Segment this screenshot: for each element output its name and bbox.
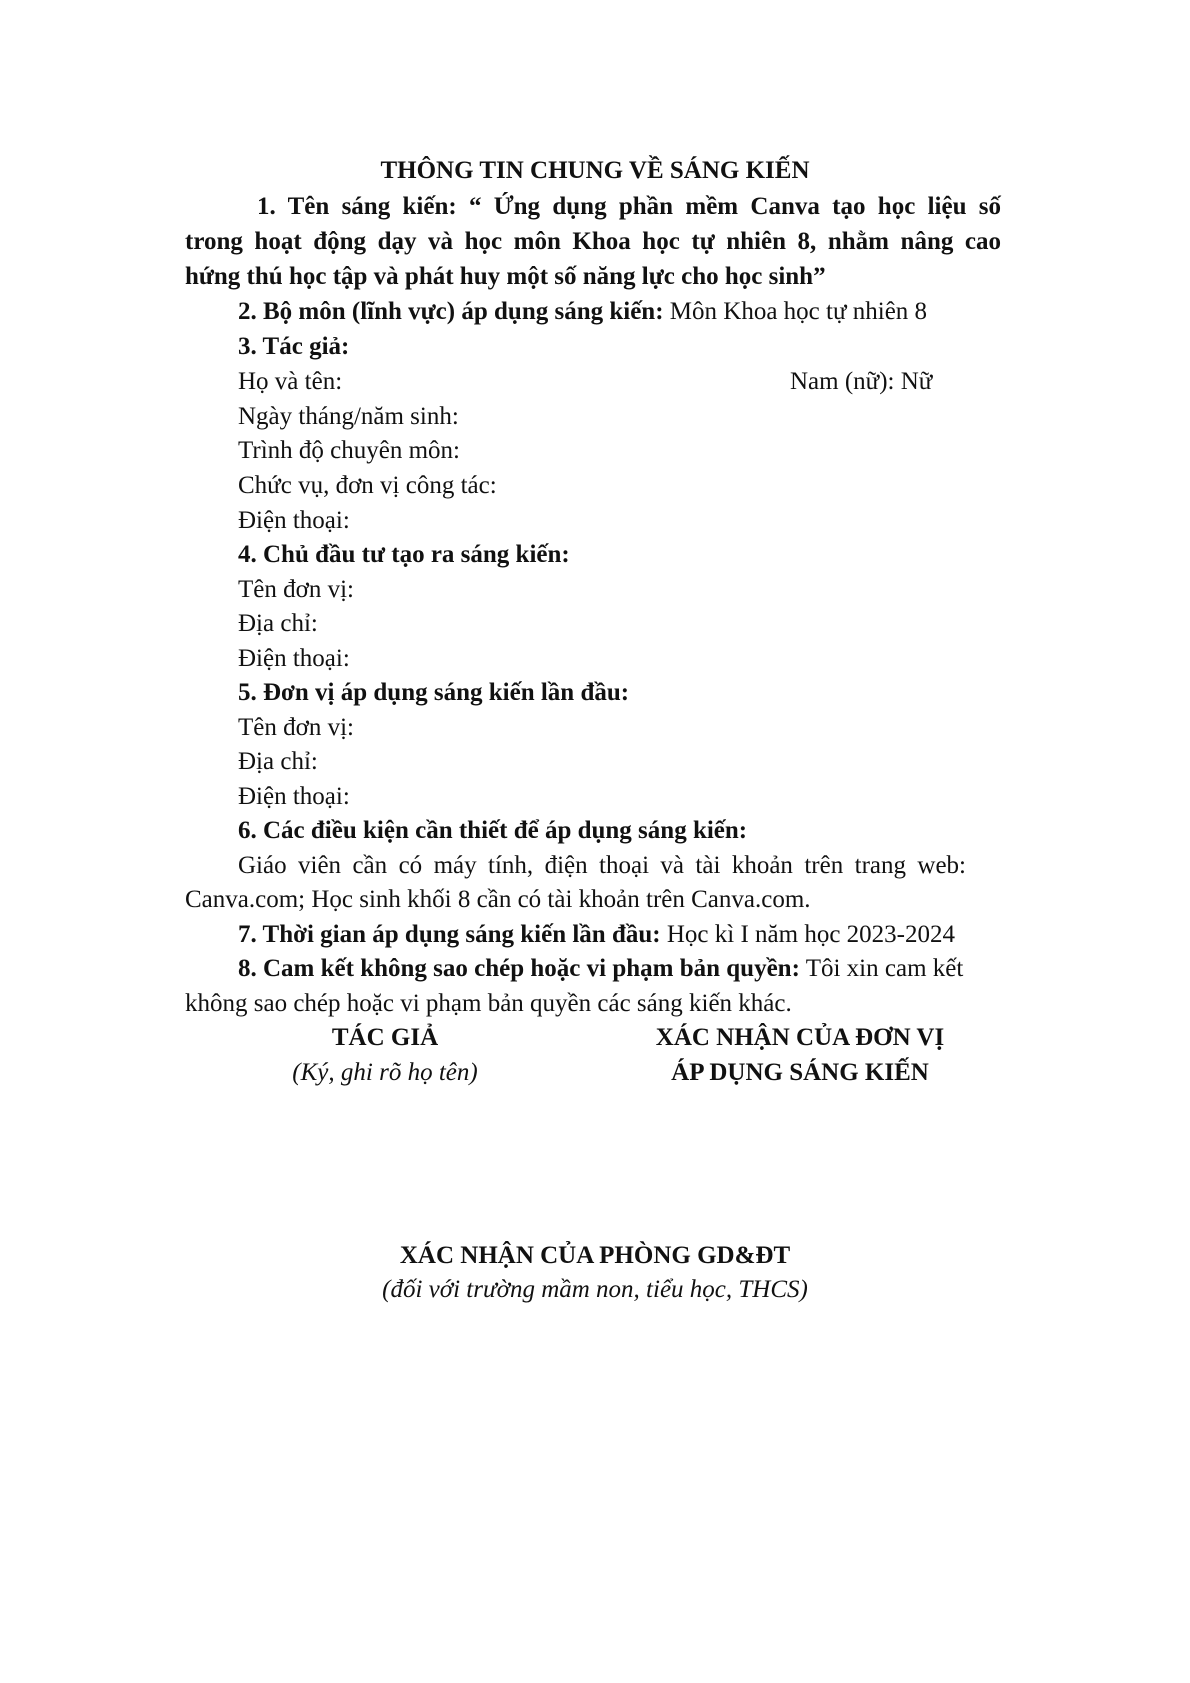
item4-label: 4. Chủ đầu tư tạo ra sáng kiến: (238, 541, 570, 568)
item7 (238, 918, 955, 952)
item8 (238, 952, 963, 986)
item2 (238, 295, 927, 329)
investor-phone-label: Điện thoại: (238, 645, 350, 672)
investor-address-label: Địa chỉ: (238, 610, 318, 637)
author-phone-label: Điện thoại: (238, 507, 350, 534)
item7-value: Học kì I năm học 2023-2024 (660, 921, 955, 948)
unit-confirm-title-line2: ÁP DỤNG SÁNG KIẾN (671, 1059, 929, 1086)
author-signature-title: TÁC GIẢ (331, 1024, 439, 1051)
author-position-label: Chức vụ, đơn vị công tác: (238, 472, 497, 499)
author-signature-note: (Ký, ghi rõ họ tên) (292, 1059, 478, 1086)
item2-label: 2. Bộ môn (lĩnh vực) áp dụng sáng kiến: (238, 298, 664, 325)
item5-label: 5. Đơn vị áp dụng sáng kiến lần đầu: (238, 679, 630, 706)
department-confirm-title: XÁC NHẬN CỦA PHÒNG GD&ĐT (399, 1242, 791, 1269)
item2-value: Môn Khoa học tự nhiên 8 (663, 298, 928, 325)
unit-confirm-title-line1: XÁC NHẬN CỦA ĐƠN VỊ (655, 1024, 945, 1051)
applying-address-label: Địa chỉ: (238, 748, 318, 775)
item8-label: 8. Cam kết không sao chép hoặc vi phạm bản quyền: (238, 955, 800, 982)
item6-line2: Canva.com; Học sinh khối 8 cần có tài khoản trên Canva.com. (185, 886, 811, 913)
item6-label: 6. Các điều kiện cần thiết để áp dụng sáng kiến: (238, 817, 748, 844)
page-title: THÔNG TIN CHUNG VỀ SÁNG KIẾN (380, 157, 810, 184)
investor-unit-label: Tên đơn vị: (238, 576, 354, 603)
author-gender: Nam (nữ): Nữ (790, 368, 933, 395)
author-name-label: Họ và tên: (238, 368, 343, 395)
item8-line2: không sao chép hoặc vi phạm bản quyền các sáng kiến khác. (185, 990, 792, 1017)
item1-line3: hứng thú học tập và phát huy một số năng lực cho học sinh” (185, 263, 826, 290)
applying-phone-label: Điện thoại: (238, 783, 350, 810)
item8-value: Tôi xin cam kết (799, 955, 964, 982)
item7-label: 7. Thời gian áp dụng sáng kiến lần đầu: (238, 921, 661, 948)
author-dob-label: Ngày tháng/năm sinh: (238, 403, 459, 430)
item1-line2: trong hoạt động dạy và học môn Khoa học tự nhiên 8, nhằm nâng cao (185, 228, 1001, 255)
item6-line1: Giáo viên cần có máy tính, điện thoại và tài khoản trên trang web: (238, 852, 966, 879)
item3-label: 3. Tác giả: (238, 333, 350, 360)
applying-unit-label: Tên đơn vị: (238, 714, 354, 741)
department-confirm-note: (đối với trường mầm non, tiểu học, THCS) (382, 1276, 808, 1303)
item1-line1: 1. Tên sáng kiến: “ Ứng dụng phần mềm Canva tạo học liệu số (257, 193, 1001, 220)
author-degree-label: Trình độ chuyên môn: (238, 437, 460, 464)
